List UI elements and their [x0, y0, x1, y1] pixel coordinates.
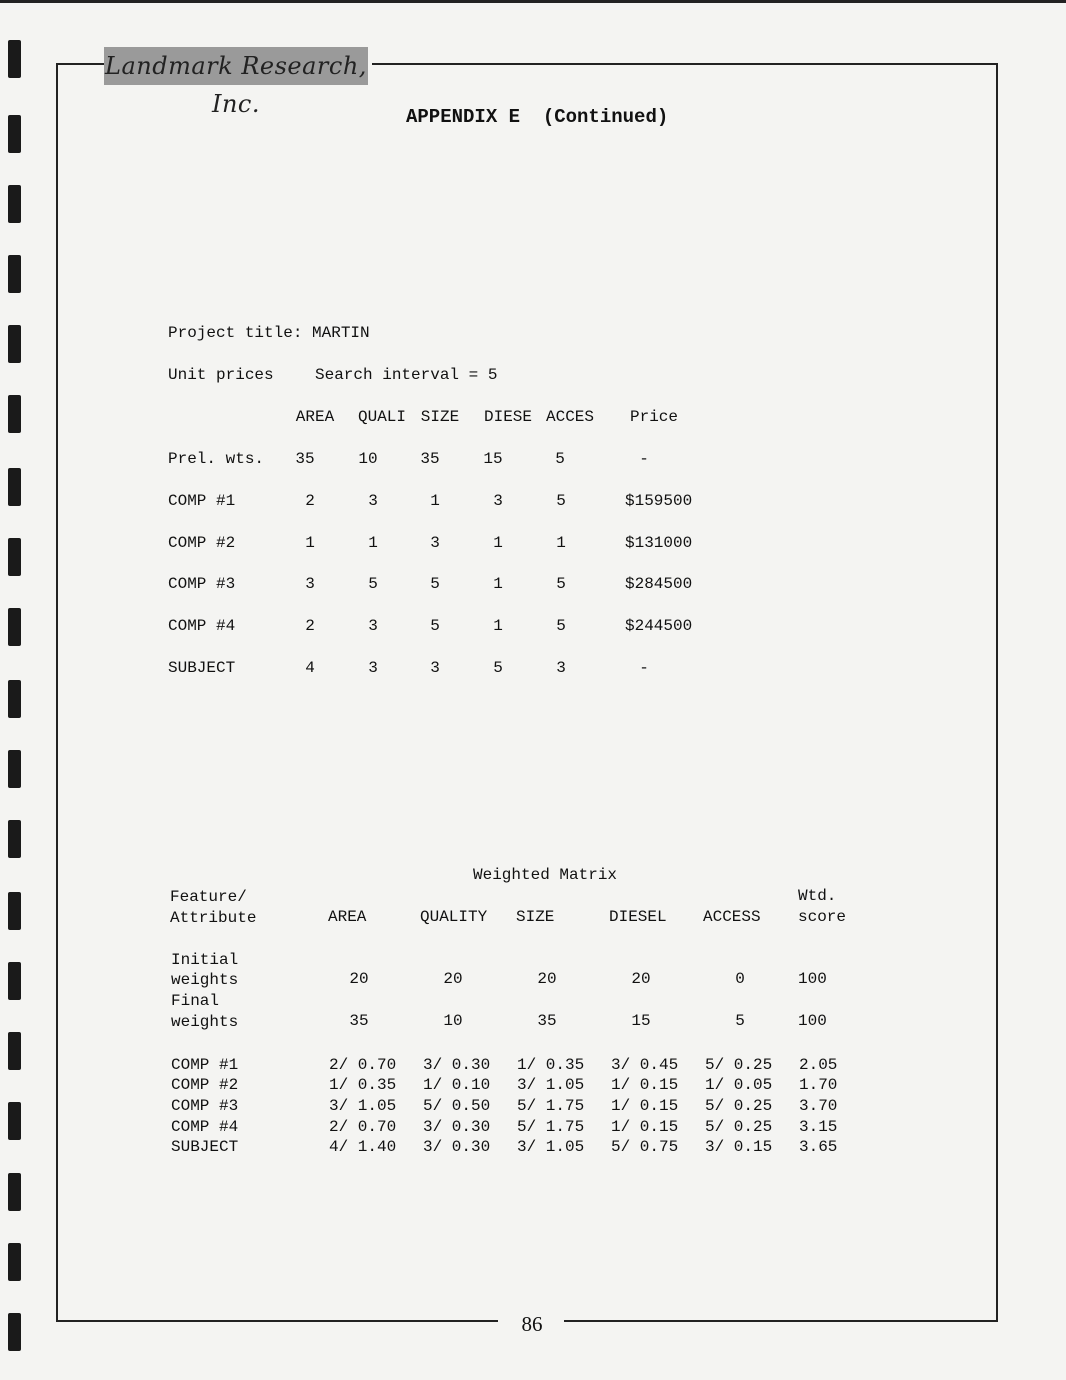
initial-weight: 20: [537, 970, 557, 988]
table-cell: 5: [368, 575, 378, 593]
initial-weights-label: weights: [171, 971, 239, 989]
matrix-header-left: Attribute: [170, 909, 257, 927]
matrix-cell: 3/ 1.05: [517, 1138, 585, 1156]
matrix-cell: 1/ 0.10: [423, 1076, 491, 1094]
matrix-cell: 3/ 0.30: [423, 1056, 491, 1074]
matrix-header-left: Feature/: [170, 888, 247, 906]
matrix-cell: 1/ 0.15: [611, 1097, 679, 1115]
matrix-cell: 3/ 1.05: [517, 1076, 585, 1094]
table-cell: $131000: [625, 534, 693, 552]
table-cell: 5: [430, 575, 440, 593]
matrix-cell: 5/ 0.25: [705, 1118, 773, 1136]
table-cell: 1: [368, 534, 378, 552]
binder-hole: [8, 468, 21, 506]
table-cell: 2: [305, 492, 315, 510]
binder-hole: [8, 608, 21, 646]
binder-hole: [8, 1313, 21, 1351]
matrix-cell: 3/ 0.45: [611, 1056, 679, 1074]
matrix-cell: 5/ 0.25: [705, 1056, 773, 1074]
matrix-cell: 5/ 0.50: [423, 1097, 491, 1115]
table-cell: 3: [305, 575, 315, 593]
table-cell: 5: [556, 492, 566, 510]
matrix-cell: 1/ 0.35: [517, 1056, 585, 1074]
matrix-cell: 2/ 0.70: [329, 1056, 397, 1074]
matrix-cell: 5/ 0.75: [611, 1138, 679, 1156]
column-header: ACCES: [545, 408, 594, 426]
final-total: 100: [798, 1012, 827, 1030]
table-cell: 1: [493, 534, 503, 552]
table-cell: 3: [430, 534, 440, 552]
table-cell: $284500: [625, 575, 693, 593]
binder-hole: [8, 538, 21, 576]
column-header: QUALITY: [420, 908, 488, 926]
table-cell: 5: [430, 617, 440, 635]
weighted-score: 3.70: [799, 1097, 838, 1115]
column-header: Price: [629, 408, 678, 426]
table-cell: 1: [493, 617, 503, 635]
weighted-score: 1.70: [799, 1076, 838, 1094]
final-weight: 35: [537, 1012, 557, 1030]
row-label: SUBJECT: [171, 1138, 239, 1156]
column-header: SIZE: [516, 908, 555, 926]
binder-hole: [8, 1102, 21, 1140]
binder-hole: [8, 395, 21, 433]
row-label: COMP #1: [168, 492, 236, 510]
table-cell: 3: [368, 617, 378, 635]
initial-weight: 0: [735, 970, 745, 988]
score-header: Wtd.: [798, 887, 837, 905]
initial-weights-label: Initial: [171, 951, 239, 969]
binder-hole: [8, 820, 21, 858]
table-cell: -: [639, 450, 649, 468]
row-label: COMP #1: [171, 1056, 239, 1074]
binder-hole: [8, 40, 21, 78]
binder-hole: [8, 255, 21, 293]
weighted-score: 2.05: [799, 1056, 838, 1074]
table-cell: 3: [430, 659, 440, 677]
frame-top-rule: [372, 63, 998, 65]
matrix-cell: 5/ 1.75: [517, 1097, 585, 1115]
page-top-edge: [0, 0, 1066, 3]
binder-hole: [8, 962, 21, 1000]
table-cell: 3: [368, 659, 378, 677]
page-title: APPENDIX E (Continued): [406, 106, 669, 128]
project-title: Project title: MARTIN: [168, 324, 370, 342]
matrix-cell: 5/ 1.75: [517, 1118, 585, 1136]
matrix-cell: 4/ 1.40: [329, 1138, 397, 1156]
table-cell: 3: [556, 659, 566, 677]
unit-prices-label: Unit prices: [168, 366, 274, 384]
final-weight: 5: [735, 1012, 745, 1030]
matrix-title: Weighted Matrix: [473, 866, 618, 884]
matrix-cell: 1/ 0.15: [611, 1118, 679, 1136]
binder-hole: [8, 1243, 21, 1281]
row-label: COMP #3: [171, 1097, 239, 1115]
binder-hole: [8, 1032, 21, 1070]
table-cell: 2: [305, 617, 315, 635]
table-cell: 35: [420, 450, 440, 468]
score-header: score: [798, 908, 847, 926]
initial-total: 100: [798, 970, 827, 988]
frame-bottom-rule: [564, 1320, 998, 1322]
weighted-score: 3.65: [799, 1138, 838, 1156]
binder-hole: [8, 892, 21, 930]
table-cell: $244500: [625, 617, 693, 635]
binder-hole: [8, 325, 21, 363]
initial-weight: 20: [349, 970, 369, 988]
binder-hole: [8, 680, 21, 718]
table-cell: 4: [305, 659, 315, 677]
matrix-cell: 1/ 0.35: [329, 1076, 397, 1094]
table-cell: 5: [556, 617, 566, 635]
binder-hole: [8, 115, 21, 153]
table-cell: 5: [556, 575, 566, 593]
table-cell: 5: [493, 659, 503, 677]
binder-hole: [8, 750, 21, 788]
matrix-cell: 3/ 0.15: [705, 1138, 773, 1156]
row-label: Prel. wts.: [168, 450, 265, 468]
row-label: COMP #3: [168, 575, 236, 593]
binder-hole: [8, 185, 21, 223]
weighted-score: 3.15: [799, 1118, 838, 1136]
table-cell: $159500: [625, 492, 693, 510]
frame-top-rule: [56, 63, 104, 65]
column-header: SIZE: [420, 408, 460, 426]
row-label: COMP #2: [168, 534, 236, 552]
matrix-cell: 2/ 0.70: [329, 1118, 397, 1136]
table-cell: 1: [493, 575, 503, 593]
final-weights-label: Final: [171, 992, 220, 1010]
column-header: DIESEL: [609, 908, 667, 926]
matrix-cell: 3/ 0.30: [423, 1118, 491, 1136]
table-cell: 15: [483, 450, 503, 468]
column-header: DIESE: [483, 408, 532, 426]
company-logo: Landmark Research, Inc.: [104, 47, 368, 85]
row-label: COMP #4: [168, 617, 236, 635]
row-label: COMP #4: [171, 1118, 239, 1136]
matrix-cell: 1/ 0.05: [705, 1076, 773, 1094]
search-interval: Search interval = 5: [315, 366, 498, 384]
column-header: QUALI: [357, 408, 406, 426]
table-cell: 1: [556, 534, 566, 552]
column-header: AREA: [295, 408, 335, 426]
column-header: ACCESS: [703, 908, 761, 926]
initial-weight: 20: [443, 970, 463, 988]
table-cell: -: [639, 659, 649, 677]
table-cell: 1: [430, 492, 440, 510]
table-cell: 1: [305, 534, 315, 552]
row-label: COMP #2: [171, 1076, 239, 1094]
matrix-cell: 1/ 0.15: [611, 1076, 679, 1094]
binder-hole: [8, 1173, 21, 1211]
final-weight: 35: [349, 1012, 369, 1030]
table-cell: 10: [358, 450, 378, 468]
frame-bottom-rule: [56, 1320, 498, 1322]
matrix-cell: 3/ 0.30: [423, 1138, 491, 1156]
page-number: 86: [521, 1312, 543, 1336]
final-weight: 15: [631, 1012, 651, 1030]
binder-holes: [8, 40, 24, 1370]
table-cell: 3: [368, 492, 378, 510]
final-weight: 10: [443, 1012, 463, 1030]
matrix-cell: 5/ 0.25: [705, 1097, 773, 1115]
table-cell: 3: [493, 492, 503, 510]
column-header: AREA: [328, 908, 367, 926]
initial-weight: 20: [631, 970, 651, 988]
final-weights-label: weights: [171, 1013, 239, 1031]
matrix-cell: 3/ 1.05: [329, 1097, 397, 1115]
table-cell: 5: [555, 450, 565, 468]
table-cell: 35: [295, 450, 315, 468]
row-label: SUBJECT: [168, 659, 236, 677]
